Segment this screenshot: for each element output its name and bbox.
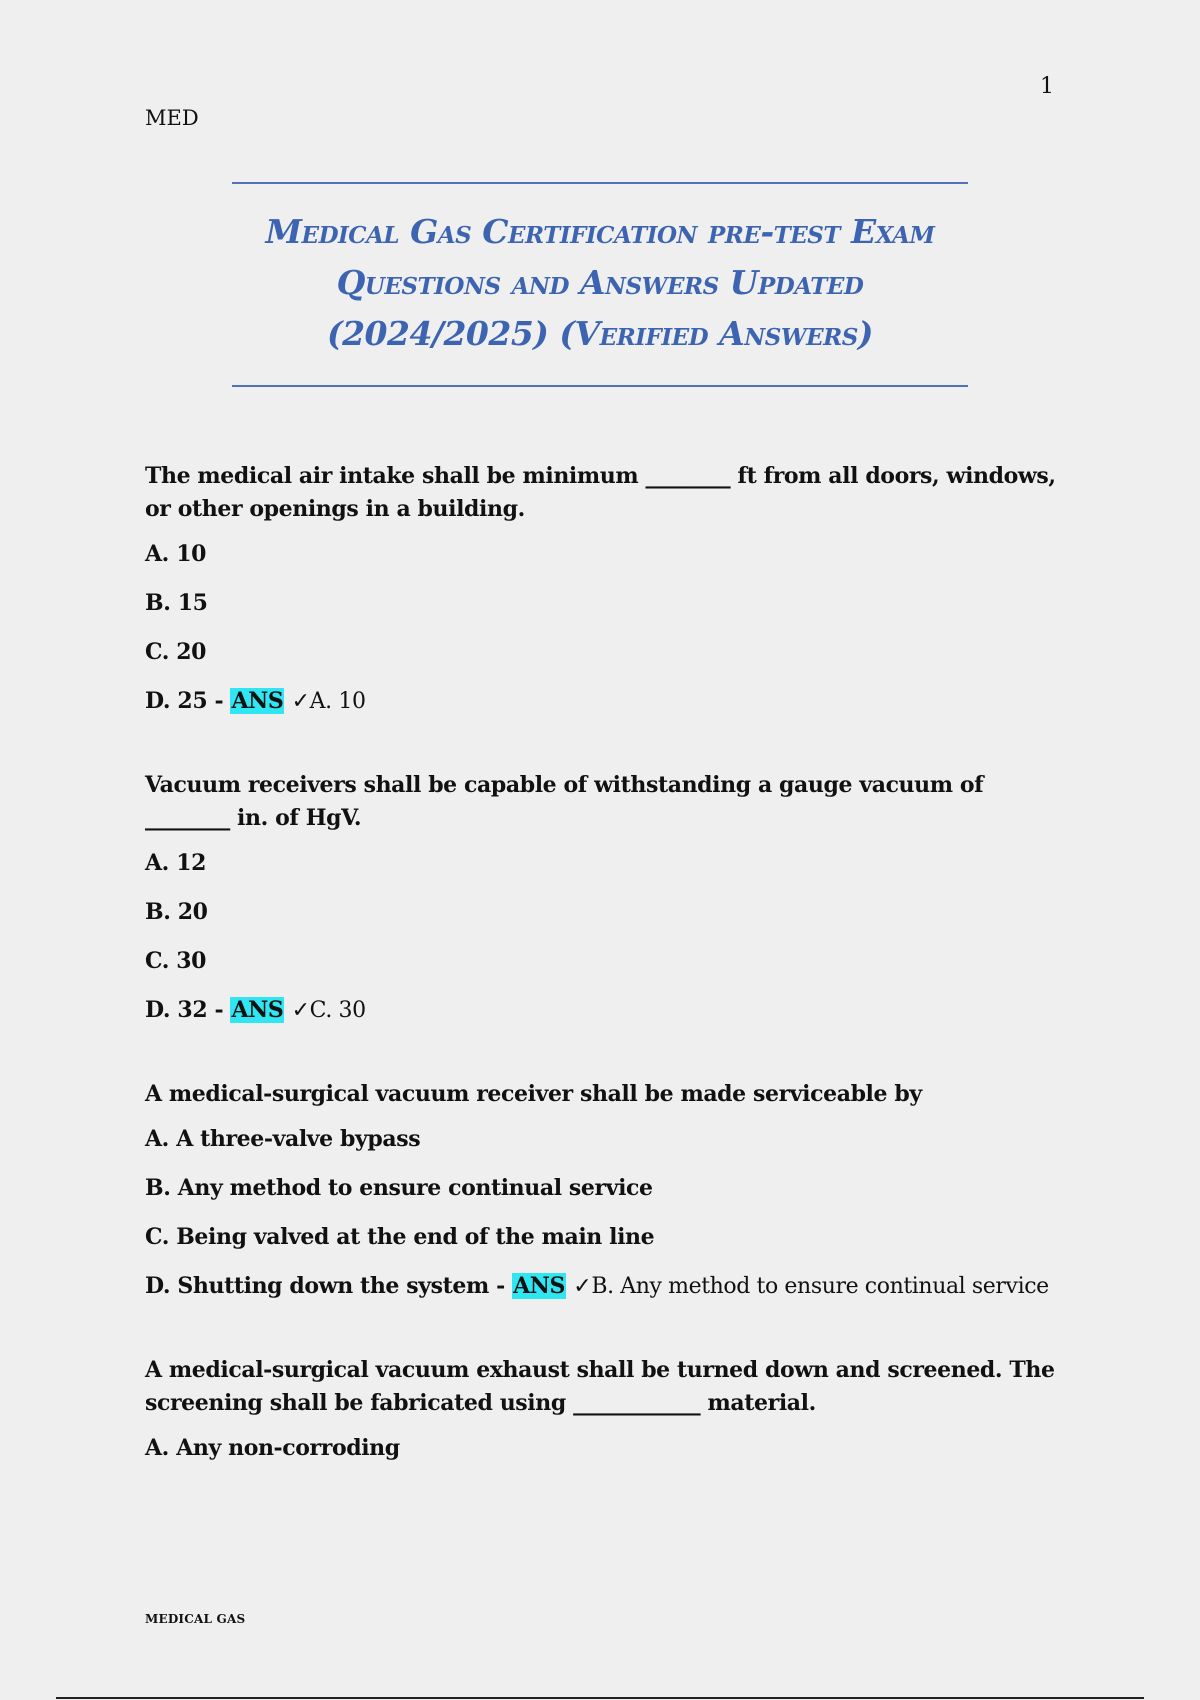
answer-option: A. Any non-corroding (145, 1435, 400, 1461)
document-title (232, 182, 968, 387)
answer-option: B. Any method to ensure continual service (145, 1175, 653, 1201)
ans-badge: ANS (231, 997, 284, 1023)
answer-option: A. 10 (145, 541, 207, 567)
question-list (145, 460, 1065, 1515)
answer-option: A. A three-valve bypass (145, 1126, 421, 1152)
correct-answer: A. 10 (309, 689, 366, 714)
page-number: 1 (1040, 74, 1054, 99)
question-stem: A medical-surgical vacuum exhaust shall be turned down and screened. The screening shall be fabricated using ____________ material. (145, 1357, 1055, 1416)
answer-option-with-answer (145, 1271, 1065, 1302)
check-icon: ✓ (573, 1274, 592, 1299)
answer-option: C. 20 (145, 639, 207, 665)
question-stem: Vacuum receivers shall be capable of withstanding a gauge vacuum of ________ in. of HgV. (145, 772, 984, 831)
footer-divider (56, 1697, 1144, 1699)
option-text: D. Shutting down the system - (145, 1273, 505, 1299)
check-icon: ✓ (291, 998, 310, 1023)
option-text: D. 25 - (145, 688, 224, 714)
option-text: D. 32 - (145, 997, 224, 1023)
correct-answer: B. Any method to ensure continual service (591, 1274, 1049, 1299)
title-line: Questions and Answers Updated (336, 263, 864, 302)
answer-option-with-answer (145, 995, 1065, 1026)
question (145, 460, 1065, 717)
question-stem: A medical-surgical vacuum receiver shall be made serviceable by (145, 1081, 922, 1107)
footer-label: MEDICAL GAS (145, 1612, 246, 1626)
answer-option-with-answer (145, 686, 1065, 717)
question (145, 1078, 1065, 1302)
ans-badge: ANS (231, 688, 284, 714)
ans-badge: ANS (513, 1273, 565, 1299)
title-line: Medical Gas Certification pre-test Exam (265, 212, 935, 251)
answer-option: C. 30 (145, 948, 207, 974)
check-icon: ✓ (291, 689, 310, 714)
question (145, 769, 1065, 1026)
answer-option: B. 15 (145, 590, 208, 616)
header-label: MED (145, 106, 199, 130)
answer-option: B. 20 (145, 899, 208, 925)
question (145, 1354, 1065, 1463)
answer-option: A. 12 (145, 850, 207, 876)
answer-option: C. Being valved at the end of the main line (145, 1224, 655, 1250)
question-stem: The medical air intake shall be minimum ________ ft from all doors, windows, or other openings in a building. (145, 463, 1056, 522)
correct-answer: C. 30 (309, 998, 366, 1023)
title-line: (2024/2025) (Verified Answers) (326, 314, 874, 353)
